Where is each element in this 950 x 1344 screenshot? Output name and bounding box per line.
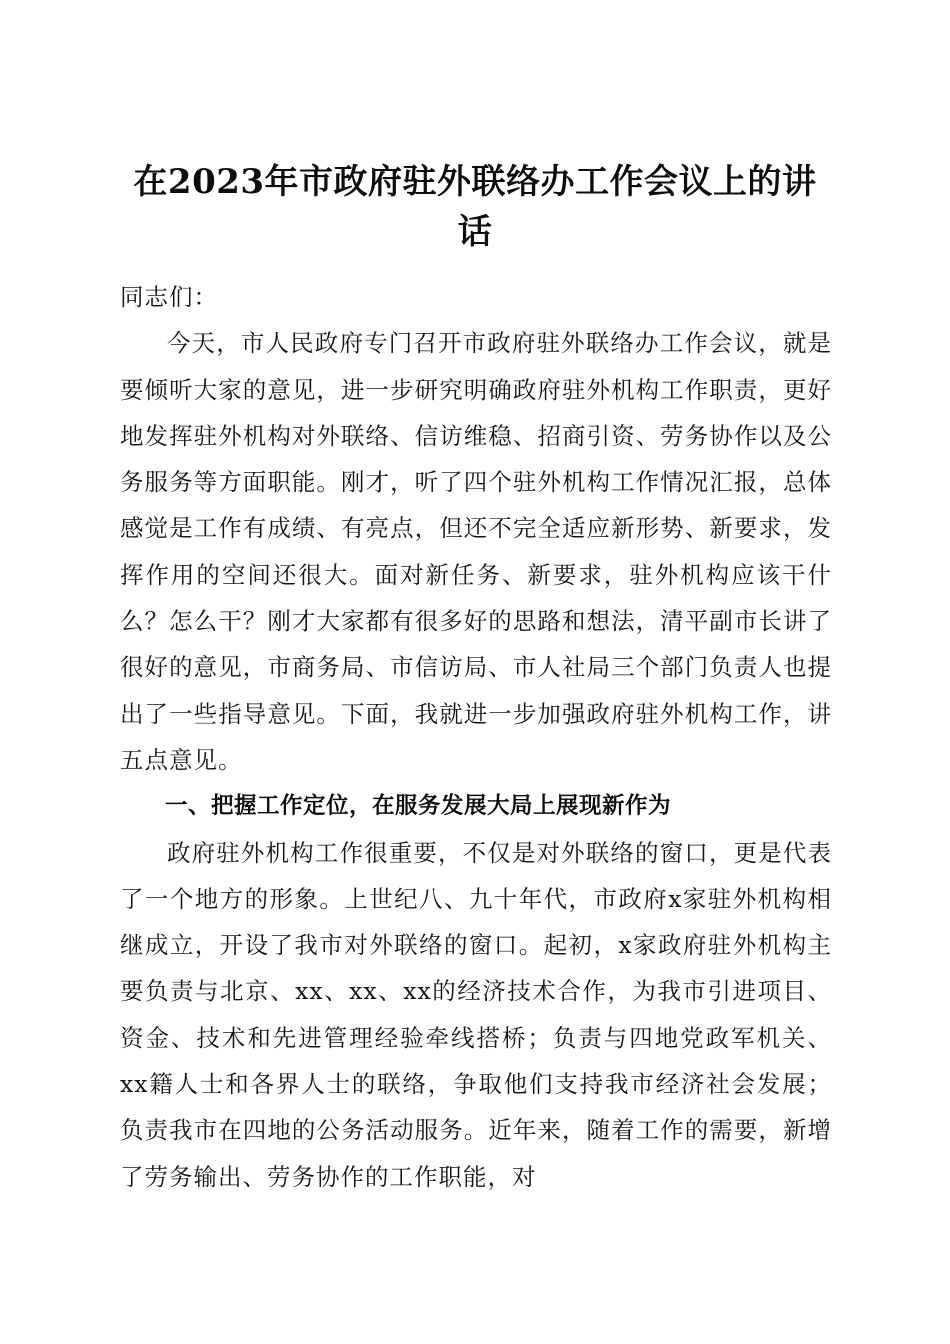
section-paragraph: 政府驻外机构工作很重要，不仅是对外联络的窗口，更是代表了一个地方的形象。上世纪八、九十年代，市政府x家驻外机构相继成立，开设了我市对外联络的窗口。起初，x家政府驻外机构主要负责与北京、xx、xx、xx的经济技术合作，为我市引进项目、资金、技术和先进管理经验牵线搭桥；负责与四地党政军机关、xx籍人士和各界人士的联络，争取他们支持我市经济社会发展；负责我市在四地的公务活动服务。近年来，随着工作的需要，新增了劳务输出、劳务协作的工作职能，对 xyxy=(120,838,832,1191)
document-body xyxy=(120,274,832,1200)
document-title: 在2023年市政府驻外联络办工作会议上的讲话 xyxy=(133,161,817,252)
salutation: 同志们： xyxy=(120,283,218,311)
intro-paragraph: 今天，市人民政府专门召开市政府驻外联络办工作会议，就是要倾听大家的意见，进一步研究明确政府驻外机构工作职责，更好地发挥驻外机构对外联络、信访维稳、招商引资、劳务协作以及公务服务等方面职能。刚才，听了四个驻外机构工作情况汇报，总体感觉是工作有成绩、有亮点，但还不完全适应新形势、新要求，发挥作用的空间还很大。面对新任务、新要求，驻外机构应该干什么？怎么干？刚才大家都有很多好的思路和想法，清平副市长讲了很好的意见，市商务局、市信访局、市人社局三个部门负责人也提出了一些指导意见。下面，我就进一步加强政府驻外机构工作，讲五点意见。 xyxy=(120,329,832,774)
section-heading: 一、把握工作定位，在服务发展大局上展现新作为 xyxy=(165,793,672,820)
